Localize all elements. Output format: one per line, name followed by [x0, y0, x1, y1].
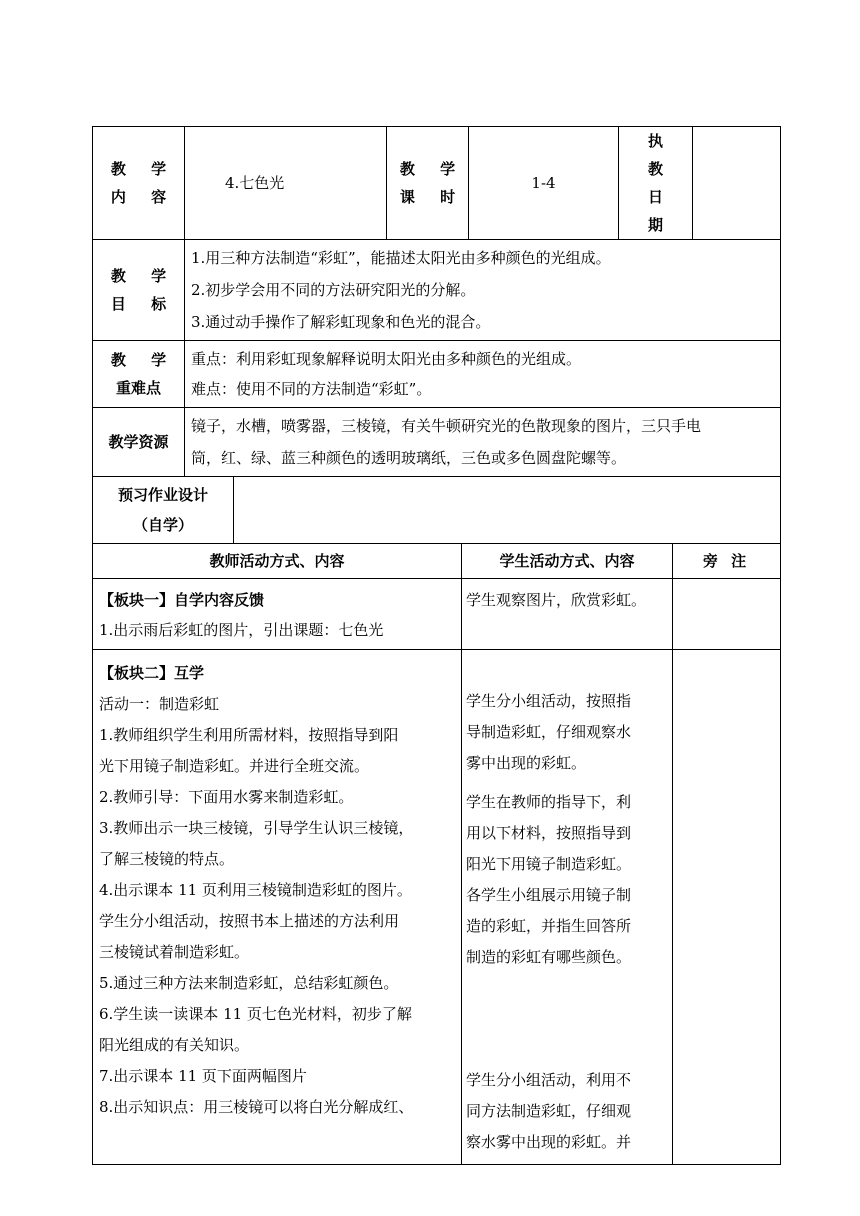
block2-teacher-line: 活动一：制造彩虹 [99, 695, 220, 713]
hours-value: 1-4 [531, 174, 556, 192]
block2-student-cell [462, 650, 673, 1165]
student-line: 学生分小组活动，按照指 [466, 692, 632, 710]
goals-label-cell [93, 240, 185, 341]
goals-label-line2: 目 标 [110, 295, 177, 313]
goal-item: 3.通过动手操作了解彩虹现象和色光的混合。 [191, 313, 491, 331]
block2-teacher-line: 8.出示知识点：用三棱镜可以将白光分解成红、 [99, 1098, 414, 1116]
block2-teacher-line: 阳光组成的有关知识。 [99, 1036, 250, 1054]
hours-value-cell [469, 127, 619, 240]
block1-title: 【板块一】自学内容反馈 [99, 591, 265, 609]
lesson-title: 4.七色光 [225, 174, 285, 192]
goals-table [92, 239, 781, 477]
student-line: 造的彩虹，并指生回答所 [466, 917, 632, 935]
notes-column-header: 旁 注 [673, 544, 781, 579]
hours-label-line1: 教 学 [399, 160, 466, 178]
block1-student-line: 学生观察图片，欣赏彩虹。 [466, 591, 647, 609]
date-value-cell [693, 127, 781, 240]
block1-student-cell [462, 579, 673, 650]
block1-teacher-cell [93, 579, 462, 650]
preview-label-line1: 预习作业设计 [117, 486, 208, 504]
goals-row [93, 240, 781, 341]
resources-line: 镜子，水槽，喷雾器，三棱镜，有关牛顿研究光的色散现象的图片，三只手电 [191, 417, 702, 435]
block2-teacher-line: 6.学生读一读课本 11 页七色光材料，初步了解 [99, 1005, 412, 1023]
goal-item: 2.初步学会用不同的方法研究阳光的分解。 [191, 281, 476, 299]
content-label-line2: 内 容 [110, 188, 177, 206]
student-line: 学生分小组活动，利用不 [466, 1071, 632, 1089]
resources-label-cell [93, 408, 185, 477]
block2-teacher-line: 学生分小组活动，按照书本上描述的方法利用 [99, 912, 400, 930]
date-label-line2: 日 期 [647, 188, 673, 234]
date-label-cell [619, 127, 693, 240]
student-line: 导制造彩虹，仔细观察水 [466, 723, 632, 741]
block2-teacher-line: 2.教师引导：下面用水雾来制造彩虹。 [99, 788, 354, 806]
resources-content [185, 408, 781, 477]
teacher-column-header: 教师活动方式、内容 [93, 544, 462, 579]
content-label-cell [93, 127, 185, 240]
content-label-line1: 教 学 [110, 160, 177, 178]
goal-item: 1.用三种方法制造“彩虹”，能描述太阳光由多种颜色的光组成。 [191, 249, 611, 267]
student-group-1 [466, 686, 668, 779]
block1-notes-cell [673, 579, 781, 650]
student-column-header: 学生活动方式、内容 [462, 544, 673, 579]
header-row [93, 127, 781, 240]
lesson-plan [92, 126, 780, 1165]
preview-label-line2: （自学） [132, 516, 193, 534]
focus-label-cell [93, 341, 185, 408]
block2-teacher-line: 了解三棱镜的特点。 [99, 850, 235, 868]
resources-label: 教学资源 [108, 433, 169, 451]
student-line: 同方法制造彩虹，仔细观 [466, 1102, 632, 1120]
block2-teacher-line: 3.教师出示一块三棱镜，引导学生认识三棱镜， [99, 819, 414, 837]
preview-row [93, 477, 781, 544]
student-group-2 [466, 787, 668, 880]
focus-row [93, 341, 781, 408]
date-label-line1: 执 教 [647, 132, 673, 178]
hours-label-line2: 课 时 [399, 188, 466, 206]
block2-teacher-line: 1.教师组织学生利用所需材料，按照指导到阳 [99, 726, 399, 744]
block1-teacher-line: 1.出示雨后彩虹的图片，引出课题：七色光 [99, 621, 384, 639]
block1-row [93, 579, 781, 650]
focus-label-line2: 重难点 [115, 379, 161, 397]
block2-row [93, 650, 781, 1165]
block2-teacher-line: 三棱镜试着制造彩虹。 [99, 943, 250, 961]
preview-table [92, 476, 781, 544]
student-group-3 [466, 880, 668, 973]
student-line: 阳光下用镜子制造彩虹。 [466, 855, 632, 873]
focus-content [185, 341, 781, 408]
block2-teacher-cell [93, 650, 462, 1165]
preview-value-cell [234, 477, 781, 544]
student-line: 用以下材料，按照指导到 [466, 824, 632, 842]
focus-item: 重点：利用彩虹现象解释说明太阳光由多种颜色的光组成。 [191, 350, 582, 368]
student-line: 学生在教师的指导下，利 [466, 793, 632, 811]
focus-label-line1: 教 学 [110, 351, 177, 369]
focus-item: 难点：使用不同的方法制造“彩虹”。 [191, 380, 432, 398]
block2-title: 【板块二】互学 [99, 664, 205, 682]
block2-teacher-line: 5.通过三种方法来制造彩虹，总结彩虹颜色。 [99, 974, 399, 992]
resources-line: 筒，红、绿、蓝三种颜色的透明玻璃纸，三色或多色圆盘陀螺等。 [191, 449, 627, 467]
student-line: 制造的彩虹有哪些颜色。 [466, 948, 632, 966]
goals-content [185, 240, 781, 341]
lesson-title-cell [185, 127, 387, 240]
block2-teacher-line: 4.出示课本 11 页利用三棱镜制造彩虹的图片。 [99, 881, 412, 899]
block2-teacher-line: 7.出示课本 11 页下面两幅图片 [99, 1067, 307, 1085]
student-line: 雾中出现的彩虹。 [466, 754, 587, 772]
student-line: 各学生小组展示用镜子制 [466, 886, 632, 904]
activities-table [92, 543, 781, 1165]
block2-teacher-line: 光下用镜子制造彩虹。并进行全班交流。 [99, 757, 370, 775]
student-line: 察水雾中出现的彩虹。并 [466, 1133, 632, 1151]
resources-row [93, 408, 781, 477]
student-group-4 [466, 1065, 668, 1158]
preview-label-cell [93, 477, 234, 544]
hours-label-cell [387, 127, 469, 240]
block2-notes-cell [673, 650, 781, 1165]
goals-label-line1: 教 学 [110, 267, 177, 285]
activities-header-row [93, 544, 781, 579]
lesson-info-table [92, 126, 781, 240]
